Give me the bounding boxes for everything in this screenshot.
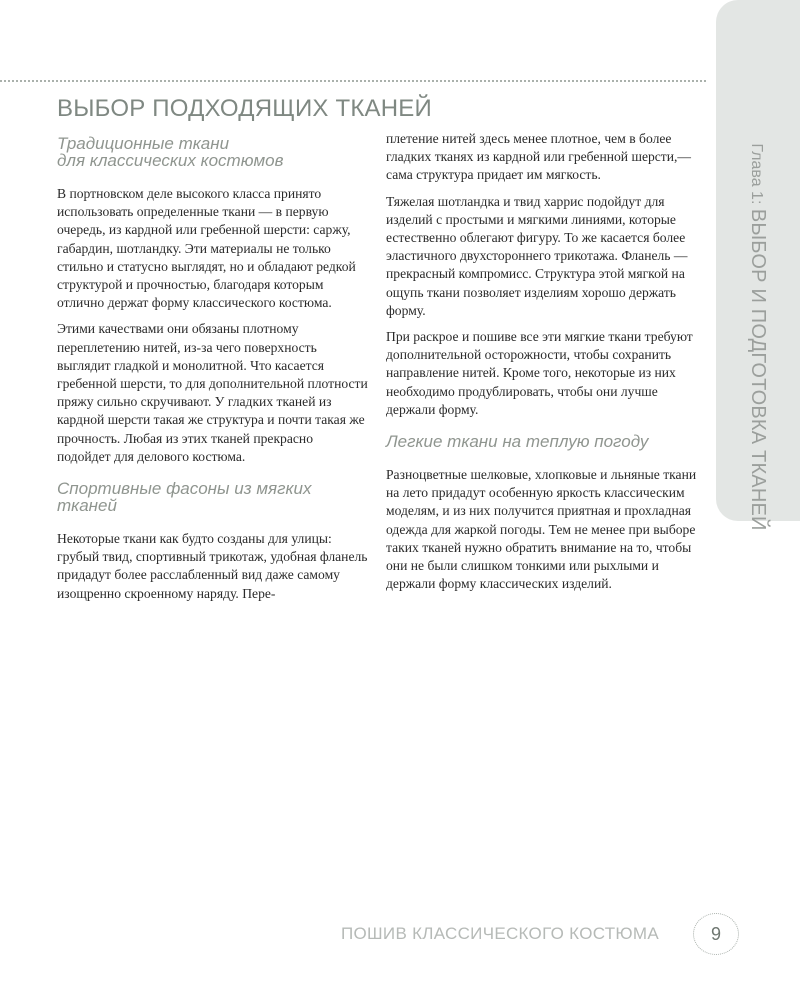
subheading-line: для классических костюмов xyxy=(57,151,284,170)
dotted-divider xyxy=(0,80,706,82)
page-number: 9 xyxy=(710,923,721,944)
body-paragraph: Разноцветные шелковые, хлопковые и льняные ткани на лето придадут особенную яркость классическим моделям, и из них получится приятная и прохладная одежда для жаркой погоды. Тем не менее при выборе таких тканей нужно обратить внимание на то, чтобы они не были слишком тонкими или рыхлыми и держали форму классических изделий. xyxy=(386,467,697,592)
body-paragraph: Этими качествами они обязаны плотному переплетению нитей, из-за чего поверхность выглядит гладкой и монолитной. Что касается гребенной шерсти, то для дополнительной плотности пряжу сильно скручивают. У гладких тканей из кардной шерсти такая же структура и почти такая же прочность. Любая из этих тканей прекрасно подойдет для делового костюма. xyxy=(57,321,368,464)
left-column xyxy=(57,135,369,611)
running-footer-title: ПОШИВ КЛАССИЧЕСКОГО КОСТЮМА xyxy=(341,924,659,943)
body-paragraph: Тяжелая шотландка и твид харрис подойдут для изделий с простыми и мягкими линиями, которые естественно облегают фигуру. То же касается более эластичного двухстороннего трикотажа. Фланель — прекрасный компромисс. Структура этой мягкой на ощупь ткани позволяет изделиям хорошо держать форму. xyxy=(386,193,688,318)
subheading-traditional-fabrics xyxy=(57,135,369,169)
subheading-summer-fabrics: Легкие ткани на теплую погоду xyxy=(386,432,649,452)
chapter-title: ВЫБОР И ПОДГОТОВКА ТКАНЕЙ xyxy=(747,208,769,531)
body-paragraph: В портновском деле высокого класса принято использовать определенные ткани — в первую очередь, из кардной или гребенной шерсти: саржу, габардин, шотландку. Эти материалы не только стильно и статусно выглядят, но и обладают редкой структурой и прочностью, благодаря которым отлично держат форму классического костюма. xyxy=(57,186,356,311)
subheading-line: Традиционные ткани xyxy=(57,134,230,153)
chapter-number: Глава 1: xyxy=(748,143,765,205)
page-number-badge xyxy=(693,913,739,955)
subheading-line: Спортивные фасоны из мягких xyxy=(57,479,312,499)
body-paragraph: Некоторые ткани как будто созданы для улицы: грубый твид, спортивный трикотаж, удобная фланель придадут более расслабленный вид даже самому изощренно скроенному наряду. Пере- xyxy=(57,531,368,601)
page-title: ВЫБОР ПОДХОДЯЩИХ ТКАНЕЙ xyxy=(57,95,432,122)
right-column xyxy=(386,130,699,601)
chapter-side-label xyxy=(748,143,768,530)
subheading-line: тканей xyxy=(57,496,117,516)
subheading-sport-styles xyxy=(57,480,369,514)
body-paragraph: плетение нитей здесь менее плотное, чем в более гладких тканях из кардной или гребенной шерсти,— сама структура придает им мягкость. xyxy=(386,131,692,183)
body-paragraph: При раскрое и пошиве все эти мягкие ткани требуют дополнительной осторожности, чтобы сохранить направление нитей. Кроме того, некоторые из них необходимо продублировать, чтобы они лучше держали форму. xyxy=(386,329,693,417)
